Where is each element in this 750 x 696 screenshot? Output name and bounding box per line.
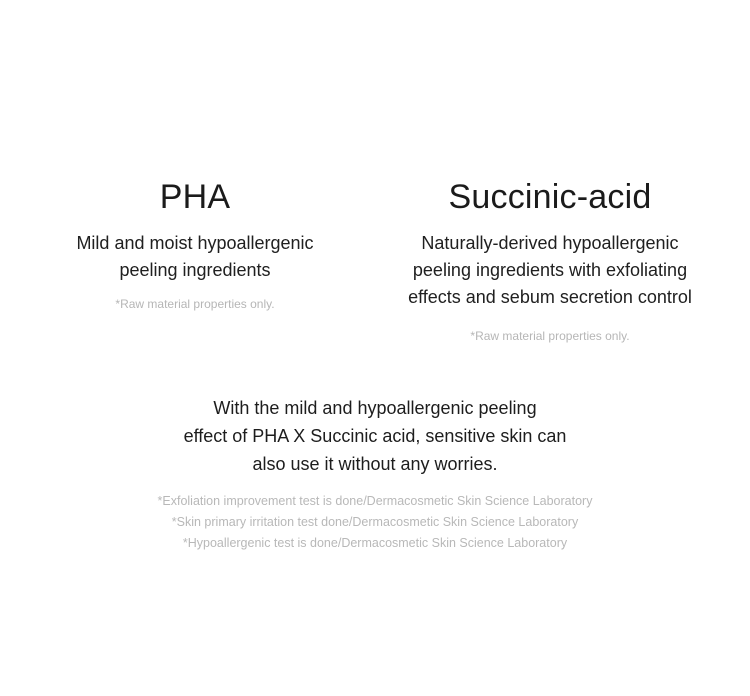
footnote-exfoliation: *Exfoliation improvement test is done/Dermacosmetic Skin Science Laboratory [157,494,593,508]
footnotes [75,491,675,554]
succinic-acid-section [380,176,720,344]
succinic-desc-line-3: effects and sebum secretion control [408,287,692,307]
summary-line-3: also use it without any worries. [252,454,498,474]
summary-line-2: effect of PHA X Succinic acid, sensitive skin can [183,426,567,446]
succinic-acid-description [380,230,720,311]
summary-text [95,394,655,478]
succinic-desc-line-2: peeling ingredients with exfoliating [412,260,688,280]
summary-line-1: With the mild and hypoallergenic peeling [213,398,537,418]
succinic-desc-line-1: Naturally-derived hypoallergenic [421,233,679,253]
footnote-irritation: *Skin primary irritation test done/Dermacosmetic Skin Science Laboratory [171,515,579,529]
pha-note: *Raw material properties only. [115,297,275,311]
pha-description [40,230,350,284]
pha-title: PHA [159,178,231,216]
succinic-acid-note: *Raw material properties only. [470,329,630,343]
pha-desc-line-2: peeling ingredients [119,260,271,280]
pha-desc-line-1: Mild and moist hypoallergenic [76,233,314,253]
pha-section [40,176,350,312]
summary-section [95,394,655,478]
succinic-acid-title: Succinic-acid [448,178,652,216]
footnote-hypoallergenic: *Hypoallergenic test is done/Dermacosmetic Skin Science Laboratory [182,536,568,550]
